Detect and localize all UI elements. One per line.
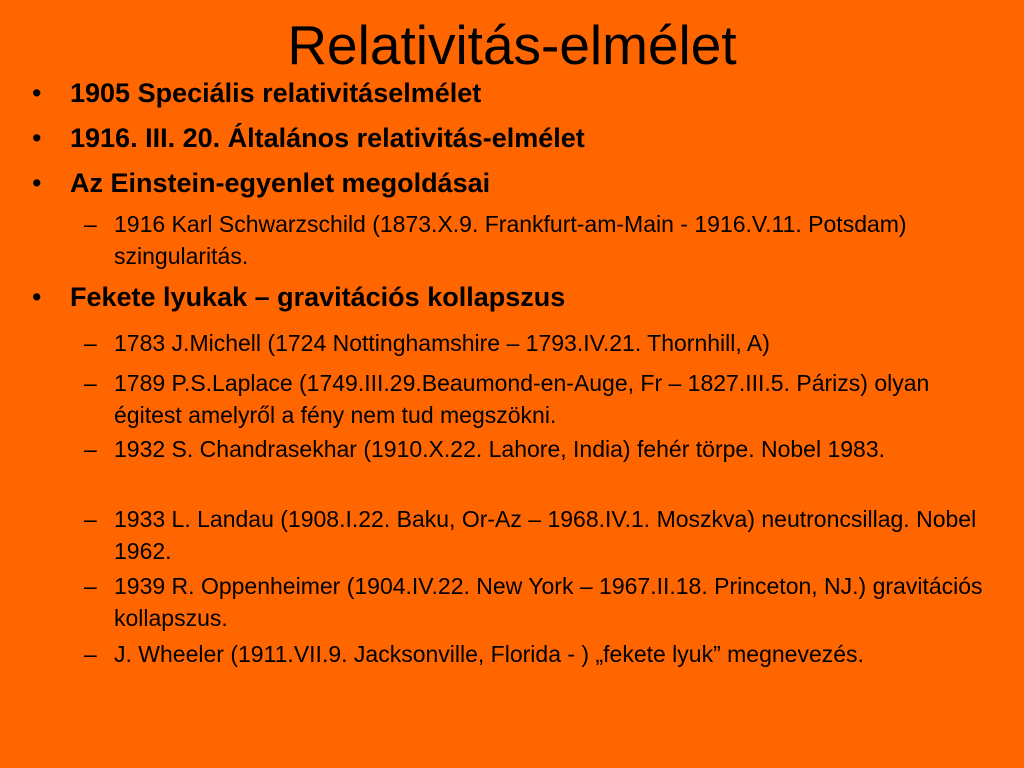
dash-marker: – [84, 330, 97, 356]
sub-item-oppenheimer: 1939 R. Oppenheimer (1904.IV.22. New York – 1967.II.18. Princeton, NJ.) gravitációs kollapszus. [114, 573, 983, 631]
sub-item-michell: 1783 J.Michell (1724 Nottinghamshire – 1793.IV.21. Thornhill, A) [114, 330, 770, 356]
bullet-item-1916: 1916. III. 20. Általános relativitás-elmélet [70, 123, 585, 153]
sub-item-laplace: 1789 P.S.Laplace (1749.III.29.Beaumond-en-Auge, Fr – 1827.III.5. Párizs) olyan égitest amelyről a fény nem tud megszökni. [114, 370, 930, 428]
dash-marker: – [84, 436, 97, 462]
sub-item-schwarzschild: 1916 Karl Schwarzschild (1873.X.9. Frankfurt-am-Main - 1916.V.11. Potsdam) szingularitás. [114, 211, 907, 269]
dash-marker: – [84, 641, 97, 667]
bullet-item-fekete-lyukak: Fekete lyukak – gravitációs kollapszus [70, 282, 566, 312]
dash-marker: – [84, 573, 97, 599]
sub-item-landau: 1933 L. Landau (1908.I.22. Baku, Or-Az – 1968.IV.1. Moszkva) neutroncsillag. Nobel 1962. [114, 506, 977, 564]
bullet-marker: • [32, 123, 42, 153]
sub-item-wheeler: J. Wheeler (1911.VII.9. Jacksonville, Florida - ) „fekete lyuk” megnevezés. [114, 641, 864, 667]
bullet-item-einstein: Az Einstein-egyenlet megoldásai [70, 168, 491, 198]
sub-item-chandrasekhar: 1932 S. Chandrasekhar (1910.X.22. Lahore, India) fehér törpe. Nobel 1983. [114, 436, 886, 462]
bullet-marker: • [32, 78, 42, 108]
bullet-marker: • [32, 282, 42, 312]
slide-title: Relativitás-elmélet [287, 14, 737, 76]
dash-marker: – [84, 506, 97, 532]
bullet-marker: • [32, 168, 42, 198]
bullet-item-1905: 1905 Speciális relativitáselmélet [70, 78, 482, 108]
dash-marker: – [84, 370, 97, 396]
dash-marker: – [84, 211, 97, 237]
